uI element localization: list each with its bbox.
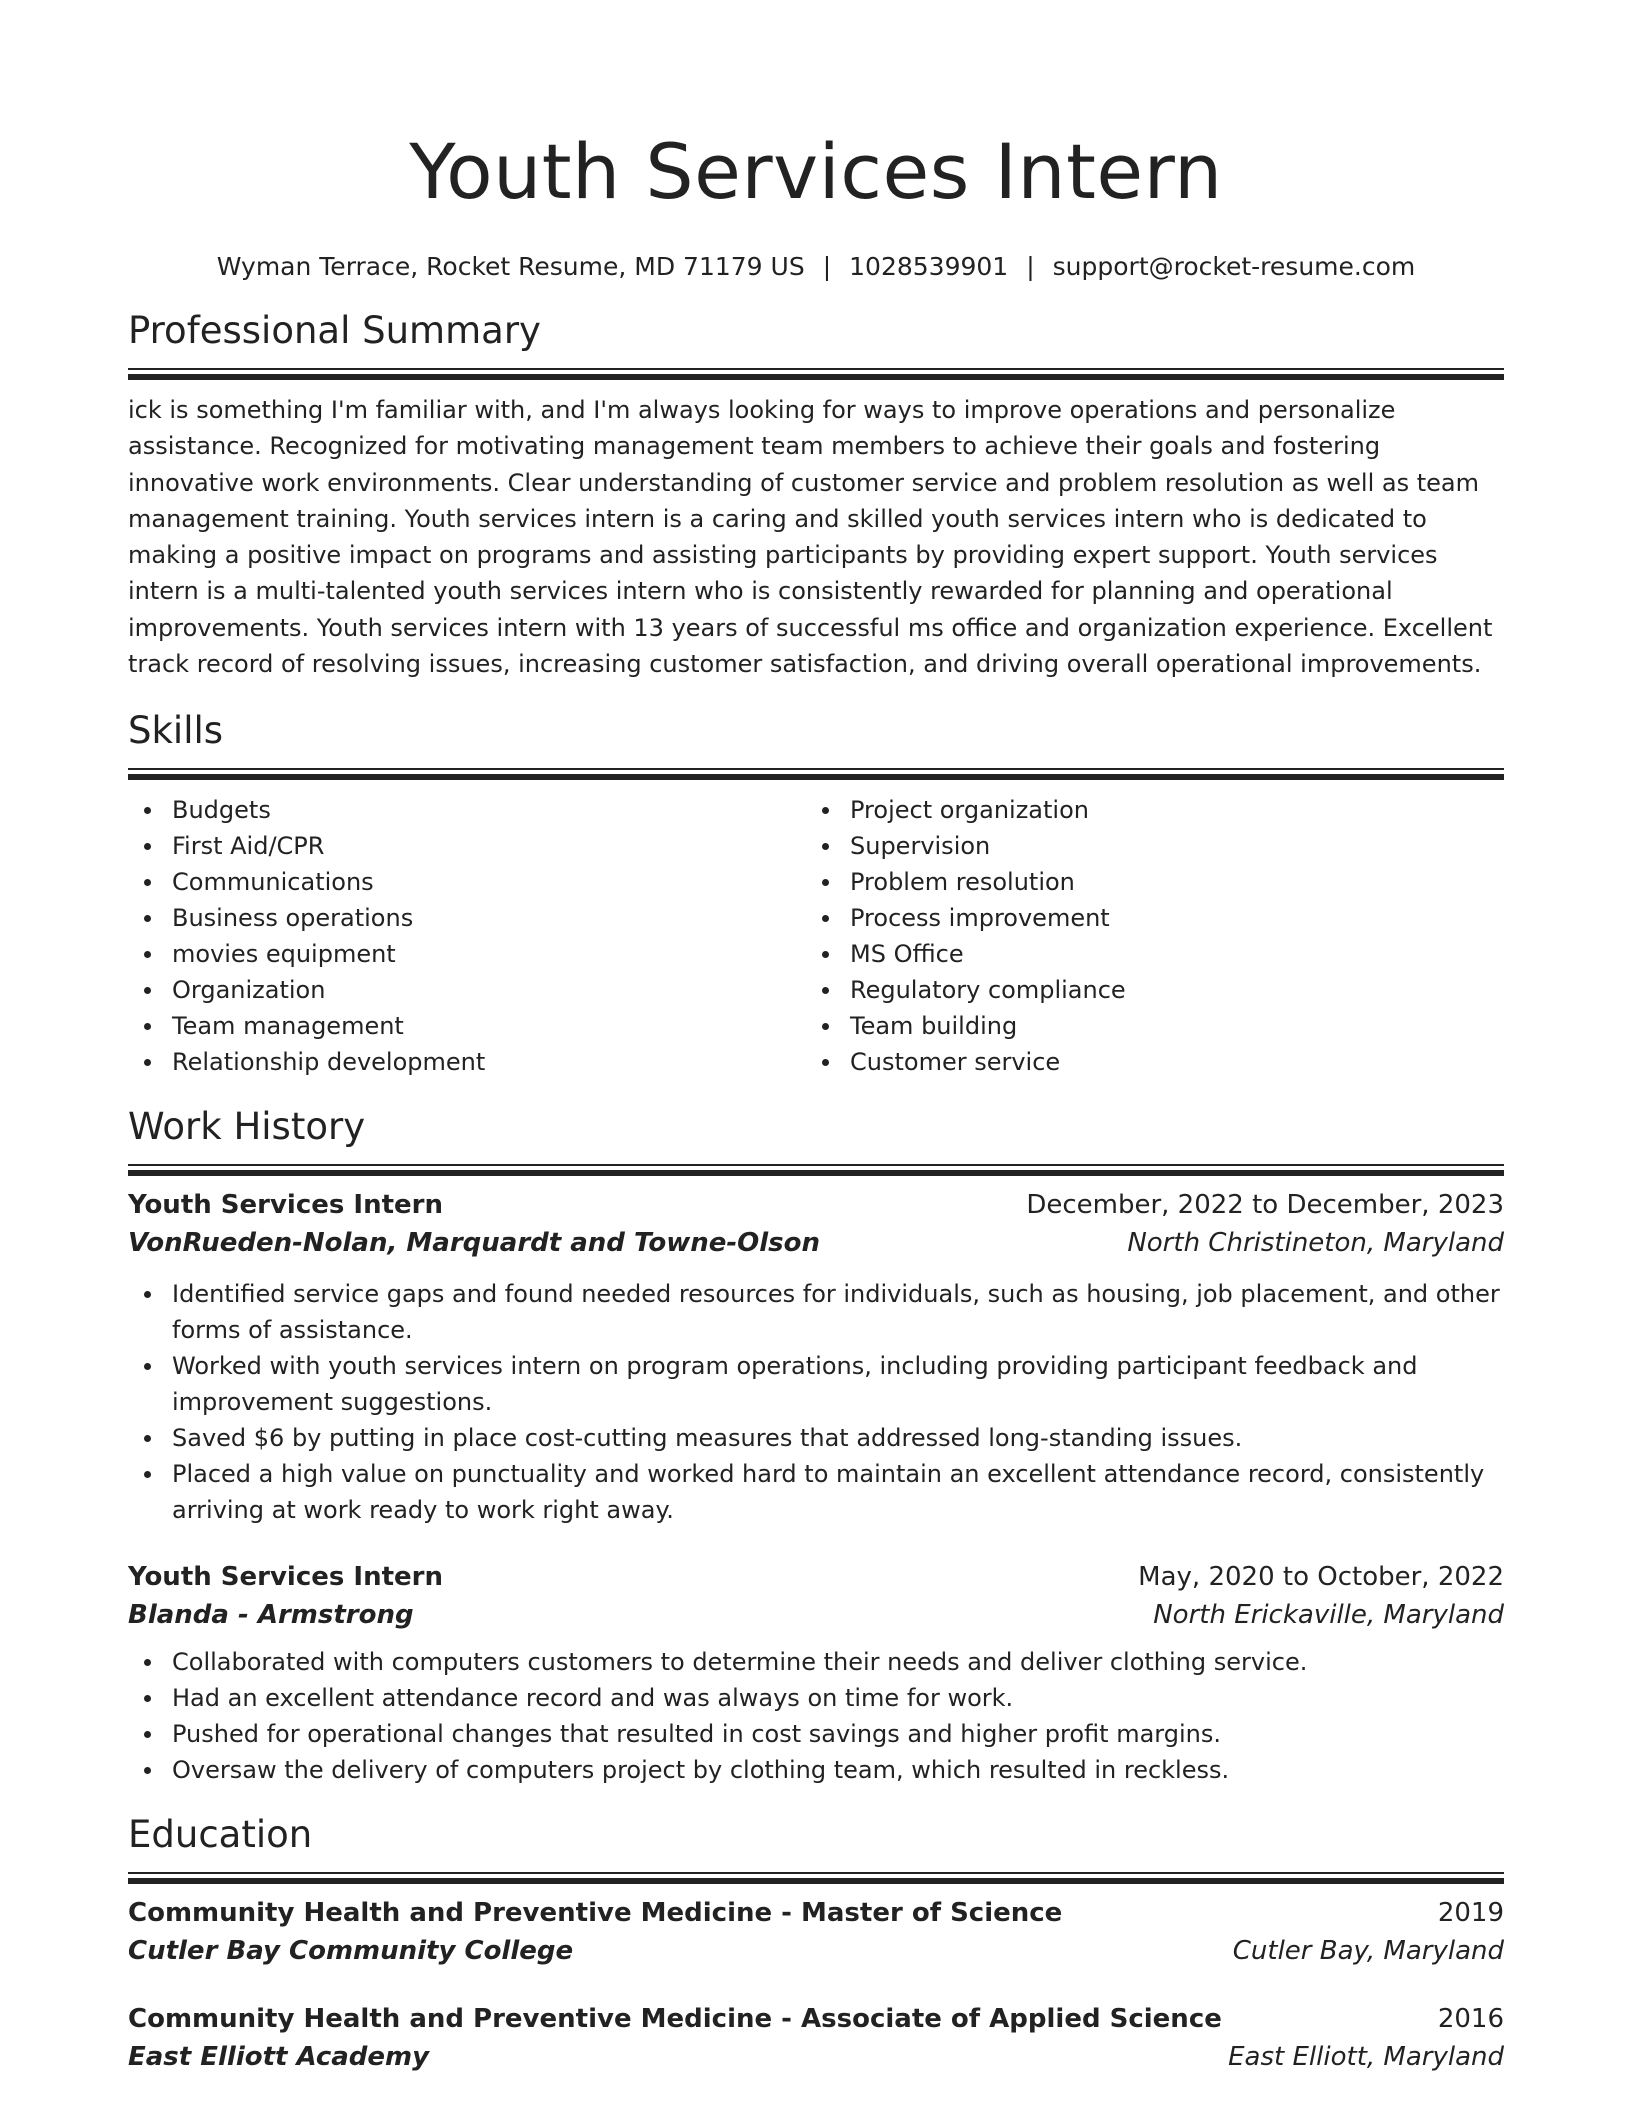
skill-item: Team management [128, 1008, 806, 1044]
skill-item: Communications [128, 864, 806, 900]
skills-heading: Skills [128, 709, 224, 753]
education-entry [128, 2000, 1504, 2076]
skill-item: Relationship development [128, 1044, 806, 1080]
job-dates: December, 2022 to December, 2023 [1026, 1190, 1504, 1221]
work-history-heading: Work History [128, 1105, 366, 1149]
job-bullet: Oversaw the delivery of computers project by clothing team, which resulted in reckless. [128, 1752, 1504, 1788]
job-company: Blanda - Armstrong [128, 1600, 414, 1631]
section-divider [128, 1164, 1504, 1170]
job-title: Youth Services Intern [128, 1190, 443, 1221]
job-bullet: Saved $6 by putting in place cost-cutting measures that addressed long-standing issues. [128, 1420, 1504, 1456]
contact-phone: 1028539901 [849, 252, 1009, 281]
contact-separator: | [822, 252, 832, 281]
skill-item: Regulatory compliance [806, 972, 1484, 1008]
job-company: VonRueden-Nolan, Marquardt and Towne-Olson [128, 1228, 821, 1259]
job-bullet: Identified service gaps and found needed resources for individuals, such as housing, job placement, and other forms of assistance. [128, 1276, 1504, 1348]
skill-item: Customer service [806, 1044, 1484, 1080]
skill-item: MS Office [806, 936, 1484, 972]
education-section [128, 1812, 1504, 2076]
job-bullet: Pushed for operational changes that resulted in cost savings and higher profit margins. [128, 1716, 1504, 1752]
section-divider [128, 368, 1504, 374]
skill-item: Budgets [128, 792, 806, 828]
contact-email: support@rocket-resume.com [1052, 252, 1416, 281]
skills-column-right [806, 792, 1484, 1080]
section-divider [128, 1872, 1504, 1878]
summary-text: ick is something I'm familiar with, and I'm always looking for ways to improve operations and personalize assistance. Recognized for motivating management team members to achieve their goals and fostering innovative work environments. Clear understanding of customer service and problem resolution as well as team management training. Youth services intern is a caring and skilled youth services intern who is dedicated to making a positive impact on programs and assisting participants by providing expert support. Youth services intern is a multi-talented youth services intern who is consistently rewarded for planning and operational improvements. Youth services intern with 13 years of successful ms office and organization experience. Excellent track record of resolving issues, increasing customer satisfaction, and driving overall operational improvements. [128, 396, 1493, 679]
skill-item: Business operations [128, 900, 806, 936]
education-school: Cutler Bay Community College [128, 1936, 574, 1967]
contact-address: Wyman Terrace, Rocket Resume, MD 71179 US [216, 252, 805, 281]
job-dates: May, 2020 to October, 2022 [1138, 1562, 1504, 1593]
skill-item: Team building [806, 1008, 1484, 1044]
job-title: Youth Services Intern [128, 1562, 443, 1593]
education-school: East Elliott Academy [128, 2042, 430, 2073]
skill-item: Project organization [806, 792, 1484, 828]
contact-separator: | [1026, 252, 1035, 281]
skills-section [128, 708, 1504, 1080]
education-degree: Community Health and Preventive Medicine - Master of Science [128, 1898, 1063, 1929]
education-year: 2019 [1437, 1898, 1504, 1929]
resume-name: Youth Services Intern [409, 127, 1223, 216]
skill-item: Organization [128, 972, 806, 1008]
work-history-section [128, 1104, 1504, 1788]
education-location: East Elliott, Maryland [1228, 2042, 1504, 2073]
summary-heading: Professional Summary [128, 309, 541, 352]
summary-section [128, 308, 1504, 682]
skill-item: Problem resolution [806, 864, 1484, 900]
job-location: North Christineton, Maryland [1127, 1228, 1504, 1259]
job-bullet: Worked with youth services intern on program operations, including providing participant feedback and improvement suggestions. [128, 1348, 1504, 1420]
contact-line [128, 250, 1504, 284]
job-entry [128, 1186, 1504, 1528]
skills-column-left [128, 792, 806, 1080]
job-location: North Erickaville, Maryland [1153, 1600, 1504, 1631]
skill-item: movies equipment [128, 936, 806, 972]
job-bullet: Placed a high value on punctuality and worked hard to maintain an excellent attendance record, consistently arriving at work ready to work right away. [128, 1456, 1504, 1528]
skills-list [128, 792, 1504, 1080]
skill-item: Process improvement [806, 900, 1484, 936]
section-divider [128, 768, 1504, 774]
skill-item: First Aid/CPR [128, 828, 806, 864]
job-entry [128, 1558, 1504, 1788]
job-bullet: Collaborated with computers customers to determine their needs and deliver clothing service. [128, 1644, 1504, 1680]
education-entry [128, 1894, 1504, 1970]
job-bullet: Had an excellent attendance record and was always on time for work. [128, 1680, 1504, 1716]
education-year: 2016 [1437, 2004, 1504, 2035]
skill-item: Supervision [806, 828, 1484, 864]
education-location: Cutler Bay, Maryland [1232, 1936, 1504, 1967]
education-degree: Community Health and Preventive Medicine - Associate of Applied Science [128, 2004, 1222, 2035]
education-heading: Education [128, 1813, 313, 1857]
